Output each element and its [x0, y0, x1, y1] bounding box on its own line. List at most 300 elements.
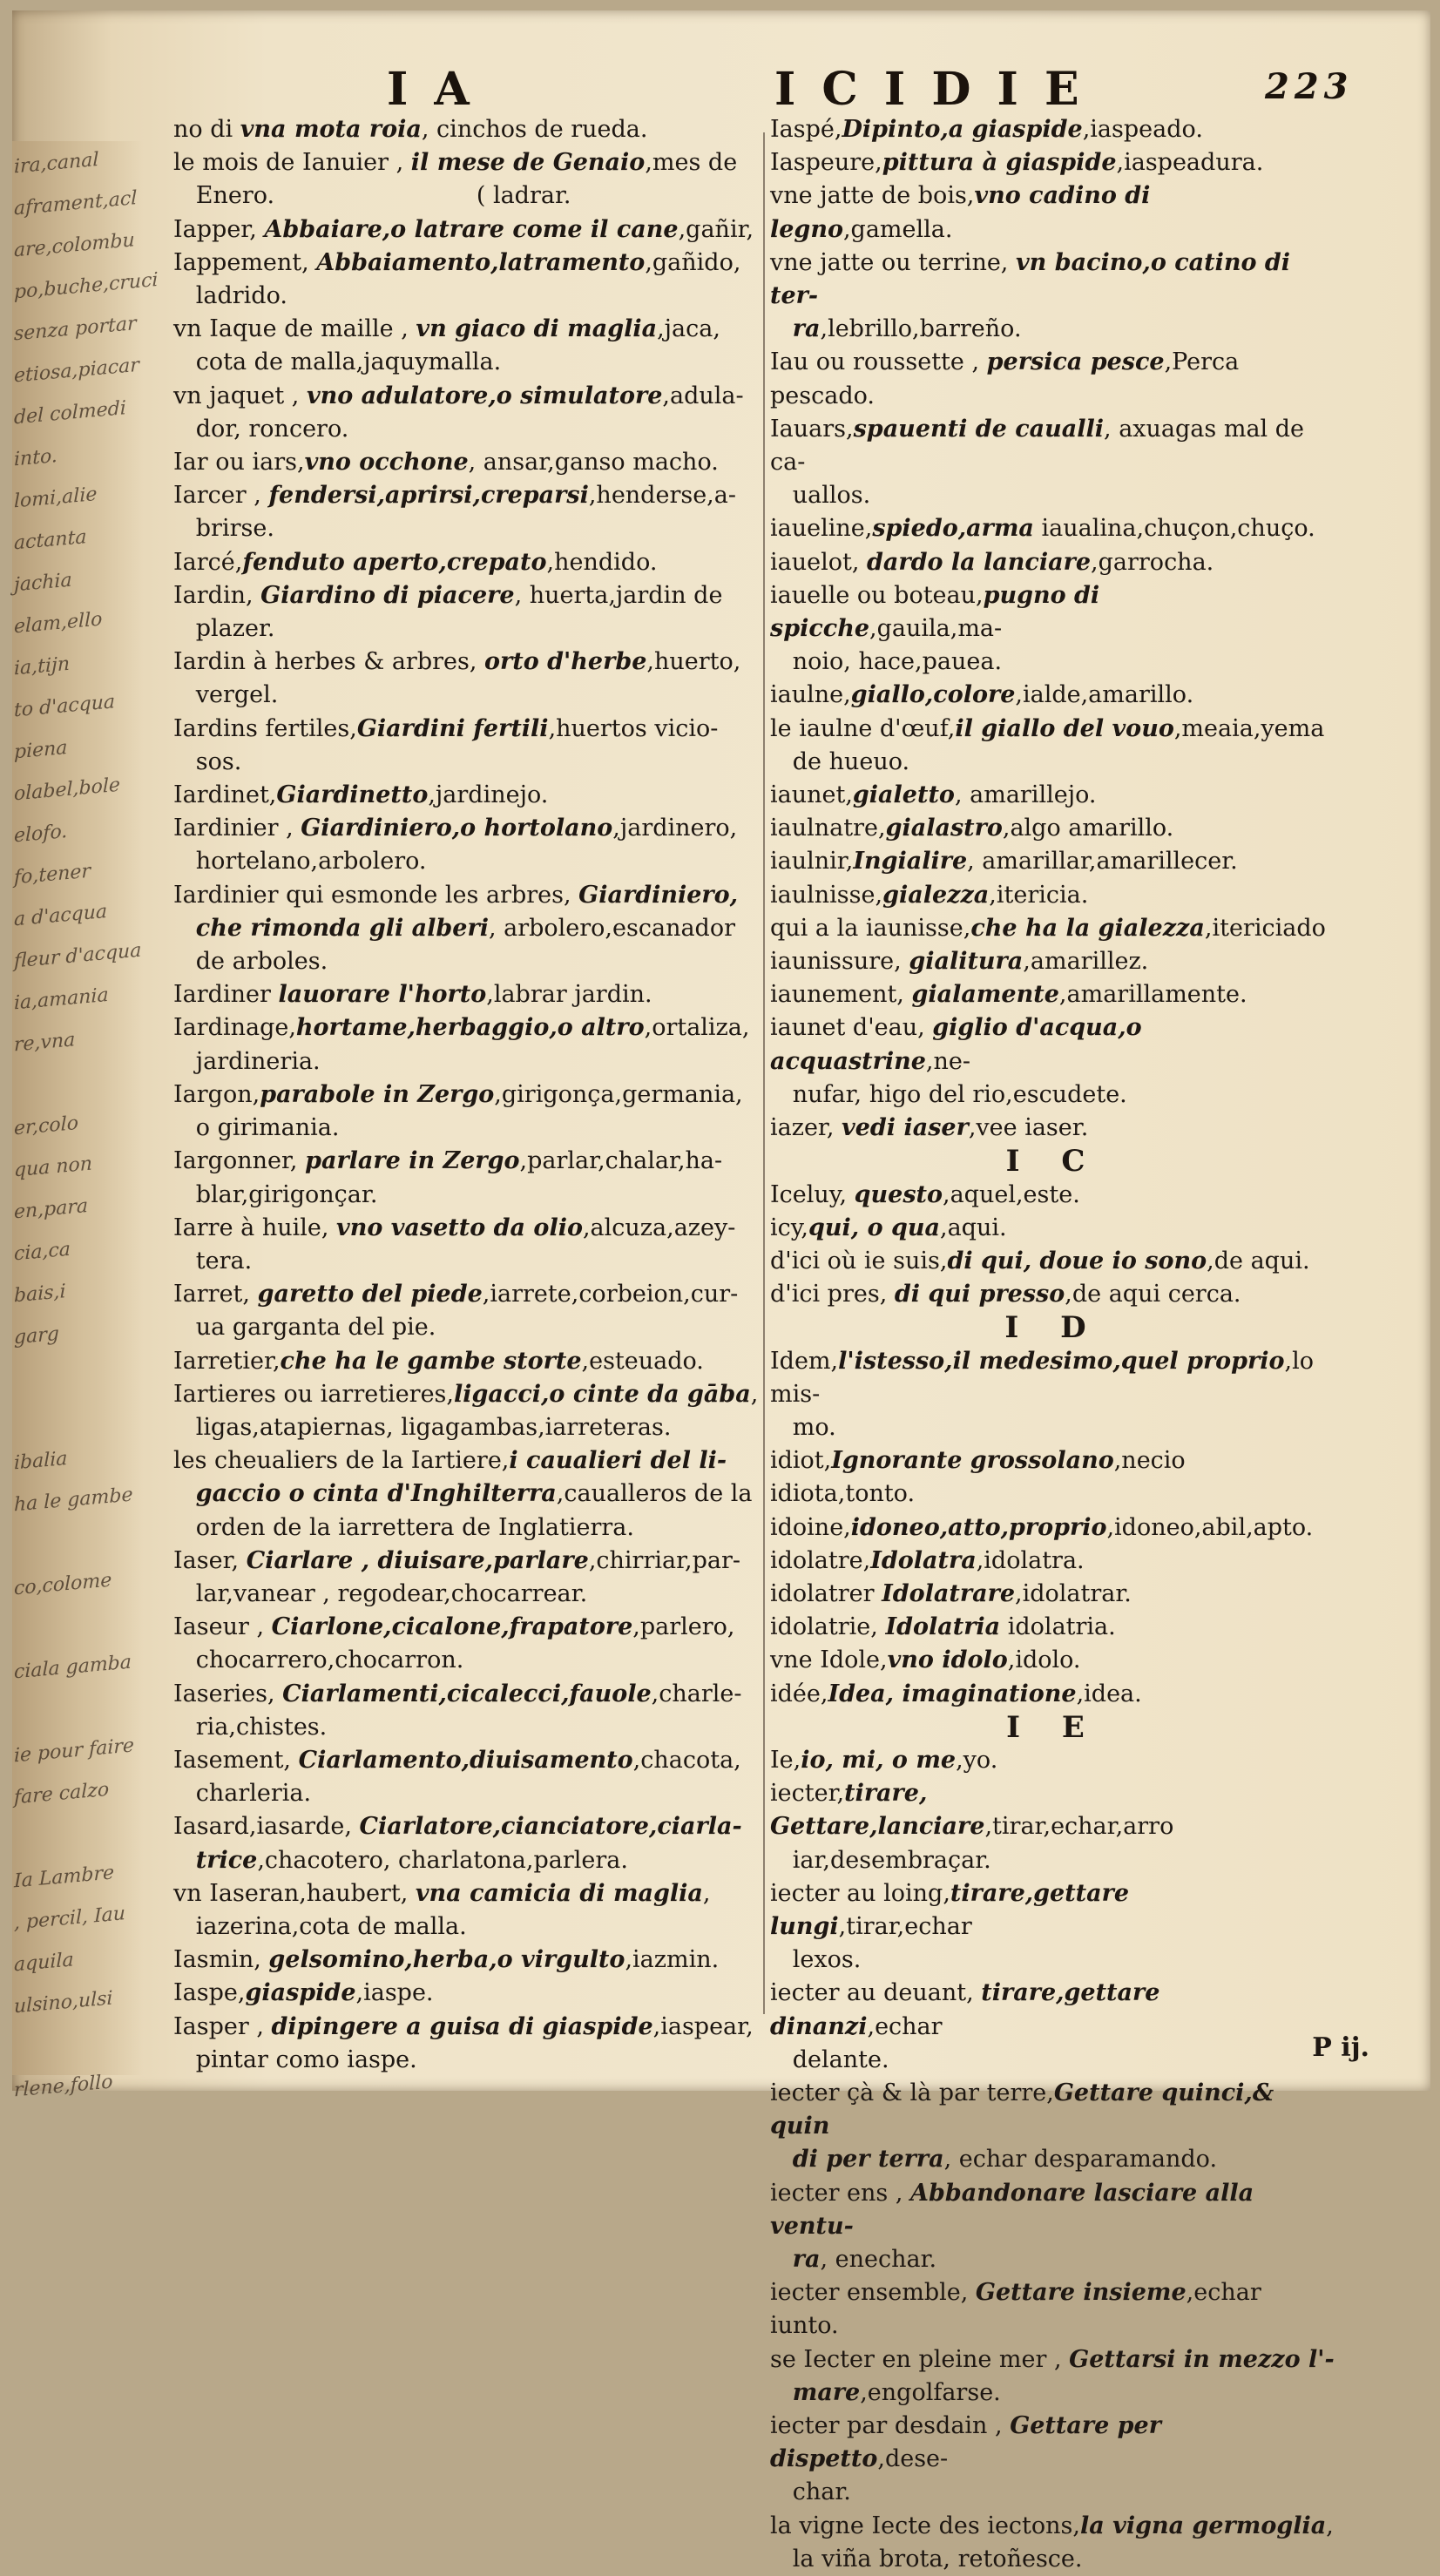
book-page [12, 10, 1430, 2573]
header-middle: I C I D I E [774, 63, 1085, 116]
dictionary-line [173, 646, 774, 679]
italian-gloss: tirare, Gettare,lanciare [770, 1780, 985, 1841]
bleed-text: co,colome [14, 1569, 112, 1600]
headword-text: se Iecter en pleine mer , [770, 2345, 1070, 2373]
headword-text: idolatrer [770, 1579, 882, 1607]
dictionary-line [770, 1011, 1336, 1078]
headword-text: iaulnatre, [770, 815, 886, 842]
headword-text: chocarrero,chocarron. [173, 1646, 464, 1674]
headword-text: iecter au loing, [770, 1879, 950, 1907]
italian-gloss: Ingialire [853, 848, 968, 876]
headword-text: iecter par desdain , [770, 2412, 1011, 2440]
right-column [770, 113, 1336, 2576]
headword-text: vne jatte de bois, [770, 182, 975, 210]
dictionary-line [770, 1744, 1336, 1777]
dictionary-line [173, 2044, 774, 2077]
bleed-text: del colmedi [14, 397, 126, 429]
headword-text: noio, hace,pauea. [770, 648, 1003, 676]
bleed-text: bais,i [14, 1281, 66, 1308]
spanish-gloss: ,esteuado. [581, 1347, 704, 1375]
dictionary-line [173, 1245, 774, 1278]
dictionary-line [173, 1444, 774, 1477]
spanish-gloss: ,gañido, [645, 248, 741, 276]
spanish-gloss: , [1326, 2512, 1334, 2539]
bleed-text: re,vna [14, 1029, 76, 1057]
bleed-text: ulsino,ulsi [14, 1987, 113, 2018]
italian-gloss: dipingere a guisa di giaspide [271, 2012, 653, 2040]
headword-text: iaulnir, [770, 848, 854, 876]
spanish-gloss: ,meaia,yema [1173, 714, 1325, 742]
dictionary-line [770, 1678, 1336, 1711]
spanish-gloss: ,engolfarse. [860, 2378, 1001, 2406]
headword-text: Iarcer , [173, 482, 269, 510]
italian-gloss: Idolatria [885, 1613, 1001, 1641]
italian-gloss: che ha la gialezza [970, 914, 1205, 942]
dictionary-line [173, 380, 774, 413]
headword-text: idée, [770, 1680, 828, 1707]
dictionary-line [770, 1977, 1336, 2043]
spanish-gloss: ,alcuza,azey- [582, 1214, 736, 1241]
headword-text: Iar ou iars, [173, 449, 305, 477]
spanish-gloss: ,parlar,chalar,ha- [519, 1147, 723, 1175]
spanish-gloss: ,dese- [877, 2445, 949, 2473]
italian-gloss: Giardini fertili [356, 714, 549, 742]
italian-gloss: spiedo,arma [872, 515, 1034, 543]
headword-text: iaunet d'eau, [770, 1014, 933, 1042]
headword-text: orden de la iarrettera de Inglatierra. [173, 1513, 634, 1541]
italian-gloss: Idolatrare [882, 1579, 1016, 1607]
italian-gloss: Ciarlatore,cianciatore,ciarla- [359, 1813, 742, 1841]
dictionary-line [173, 546, 774, 579]
headword-text: Iasard,iasarde, [173, 1813, 360, 1841]
dictionary-line [173, 1078, 774, 1112]
spanish-gloss: ,gañir, [678, 215, 754, 243]
dictionary-line [173, 1977, 774, 2010]
headword-text: iaunet, [770, 781, 853, 809]
italian-gloss: spauenti de caualli [853, 415, 1105, 443]
headword-text: pintar como iaspe. [173, 2045, 417, 2073]
dictionary-line [770, 2243, 1336, 2276]
bleed-text: ha le gambe [14, 1484, 133, 1517]
spanish-gloss: , cinchos de rueda. [421, 116, 648, 143]
italian-gloss: Ciarlone,cicalone,frapatore [271, 1613, 633, 1641]
dictionary-line [173, 1345, 774, 1378]
dictionary-line [770, 2476, 1336, 2509]
dictionary-line [173, 1411, 774, 1444]
headword-text: Iargon, [173, 1080, 260, 1108]
spanish-gloss: ,itericiado [1204, 914, 1326, 942]
italian-gloss: fenduto aperto,crepato [242, 548, 547, 576]
italian-gloss: di per terra [792, 2146, 944, 2174]
dictionary-line [173, 413, 774, 446]
bleed-text: Ia Lambre [14, 1862, 115, 1893]
spanish-gloss: ,idolatra. [976, 1546, 1085, 1574]
headword-text: lexos. [770, 1946, 862, 1974]
spanish-gloss: ,jardinero, [612, 815, 738, 842]
spanish-gloss: ,necio idiota,tonto. [770, 1447, 1193, 1508]
spanish-gloss: iaualina,chuçon,chuço. [1033, 515, 1315, 543]
bleed-text: cia,ca [14, 1238, 71, 1266]
bleed-text: actanta [14, 526, 87, 555]
headword-text: Iardiner [173, 981, 279, 1009]
dictionary-line [173, 280, 774, 313]
headword-text: Iaspe, [173, 1979, 246, 2007]
dictionary-line [173, 1179, 774, 1212]
italian-gloss: gialetto [852, 781, 955, 809]
bleed-text: aquila [14, 1949, 74, 1977]
dictionary-line [770, 679, 1336, 712]
dictionary-line [173, 446, 774, 479]
headword-text: cota de malla,jaquymalla. [173, 348, 502, 376]
italian-gloss: Abbaiamento,latramento [316, 248, 646, 276]
headword-text: iaulne, [770, 681, 851, 709]
italian-gloss: fendersi,aprirsi,creparsi [268, 482, 589, 510]
headword-text: Iarret, [173, 1281, 258, 1308]
italian-gloss: di qui presso [894, 1281, 1065, 1308]
spanish-gloss: ,echar [867, 2012, 943, 2040]
italian-gloss: Idea, imaginatione [828, 1680, 1077, 1707]
dictionary-line [173, 2011, 774, 2044]
dictionary-line [173, 313, 774, 346]
spanish-gloss: , echar desparamando. [943, 2146, 1218, 2174]
spanish-gloss: ,chacotero, charlatona,parlera. [257, 1846, 628, 1874]
spanish-gloss: ,jaca, [657, 315, 720, 343]
headword-text: Iasper , [173, 2012, 272, 2040]
italian-gloss: parlare in Zergo [305, 1147, 520, 1175]
spanish-gloss: ,huerto, [646, 648, 741, 676]
italian-gloss: i caualieri del li- [509, 1447, 727, 1475]
spanish-gloss: ,aqui. [940, 1214, 1007, 1241]
dictionary-line [173, 1744, 774, 1777]
headword-text: Iaseries, [173, 1680, 283, 1707]
bleed-text: , percil, Iau [14, 1903, 125, 1935]
headword-text: o girimania. [173, 1114, 340, 1142]
headword-text: Iardin, [173, 581, 261, 609]
bleed-text: garg [14, 1322, 59, 1349]
italian-gloss: questo [854, 1180, 943, 1208]
italian-gloss: che ha le gambe storte [280, 1347, 582, 1375]
italian-gloss: pugno di spicche [770, 581, 1108, 643]
headword-text: Iardinier , [173, 815, 301, 842]
italian-gloss: giallo,colore [850, 681, 1016, 709]
dictionary-line [770, 812, 1336, 845]
dictionary-line [770, 2377, 1336, 2410]
dictionary-line [173, 213, 774, 247]
dictionary-line [770, 1112, 1336, 1145]
spanish-gloss: ,idolo. [1007, 1646, 1081, 1674]
italian-gloss: vno vasetto da olio [336, 1214, 583, 1241]
dictionary-line [173, 812, 774, 845]
headword-text: vn Iaque de maille , [173, 315, 416, 343]
headword-text: iecter ens , [770, 2179, 911, 2207]
dictionary-line [173, 1511, 774, 1545]
italian-gloss: il giallo del vouo [955, 714, 1174, 742]
dictionary-line [770, 2143, 1336, 2176]
italian-gloss: vedi iaser [842, 1114, 969, 1142]
dictionary-line [770, 1278, 1336, 1311]
bleed-text: ciala gamba [14, 1651, 132, 1684]
spanish-gloss: ,chirriar,par- [588, 1546, 741, 1574]
italian-gloss: io, mi, o me [801, 1746, 957, 1774]
spanish-gloss: , amarillejo. [954, 781, 1097, 809]
spanish-gloss: , amarillar,amarillecer. [967, 848, 1238, 876]
headword-text: Iardins fertiles, [173, 714, 357, 742]
headword-text: ria,chistes. [173, 1713, 328, 1741]
bleed-text: qua non [14, 1153, 92, 1182]
spanish-gloss: ,parlero, [632, 1613, 735, 1641]
italian-gloss: qui, o qua [808, 1214, 940, 1241]
spanish-gloss: ,garrocha. [1091, 548, 1214, 576]
italian-gloss: vno idolo [887, 1646, 1008, 1674]
spanish-gloss: ,mes de [645, 149, 738, 177]
headword-text: iaunissure, [770, 948, 909, 976]
dictionary-line [173, 1378, 774, 1411]
bleed-text: fo,tener [14, 860, 91, 889]
italian-gloss: Ignorante grossolano [831, 1447, 1114, 1475]
spanish-gloss: ,vee iaser. [968, 1114, 1089, 1142]
headword-text: uallos. [770, 482, 871, 510]
dictionary-line [173, 1145, 774, 1178]
spanish-gloss: , ansar,ganso macho. [468, 449, 719, 477]
italian-gloss: pittura à giaspide [882, 149, 1117, 177]
dictionary-line [173, 1212, 774, 1245]
headword-text: iar,desembraçar. [770, 1846, 991, 1874]
headword-text: Iapper, [173, 215, 265, 243]
headword-text: les cheualiers de la Iartiere, [173, 1447, 510, 1475]
headword-text: no di [173, 116, 240, 143]
italian-gloss: Ciarlare , diuisare,parlare [246, 1546, 589, 1574]
headword-text: Enero. ( ladrar. [173, 182, 571, 210]
bleed-text: into. [14, 445, 57, 471]
dictionary-line [173, 1877, 774, 1910]
dictionary-line [173, 479, 774, 512]
dictionary-line [770, 1212, 1336, 1245]
facing-page-bleed [12, 141, 159, 2102]
spanish-gloss: ,aquel,este. [943, 1180, 1080, 1208]
headword-text: Iartieres ou iarretieres, [173, 1380, 454, 1408]
spanish-gloss: ,chacota, [632, 1746, 741, 1774]
headword-text: le iaulne d'œuf, [770, 714, 956, 742]
bleed-text: elam,ello [14, 608, 103, 639]
dictionary-line [770, 1545, 1336, 1578]
dictionary-line [173, 1644, 774, 1677]
headword-text: iaueline, [770, 515, 873, 543]
italian-gloss: vno adulatore,o simulatore [306, 382, 663, 409]
headword-text [770, 2379, 793, 2406]
italian-gloss: vna camicia di maglia [415, 1879, 703, 1907]
dictionary-line [173, 1112, 774, 1145]
bleed-text: po,buche,cruci [14, 268, 159, 304]
headword-text: Iaser, [173, 1546, 247, 1574]
italian-gloss: Giardiniero,o hortolano [301, 815, 613, 842]
spanish-gloss: , arbolero,escanador [488, 914, 736, 942]
spanish-gloss: ,algo amarillo. [1002, 815, 1174, 842]
bleed-text: are,colombu [14, 229, 135, 262]
headword-text: Iardinier qui esmonde les arbres, [173, 881, 579, 909]
dictionary-line [770, 746, 1336, 779]
dictionary-line [173, 346, 774, 379]
dictionary-line [770, 879, 1336, 912]
headword-text: Idem, [770, 1347, 839, 1375]
headword-text: Iardin à herbes & arbres, [173, 648, 485, 676]
dictionary-line [173, 746, 774, 779]
headword-text [173, 1480, 196, 1507]
headword-text: iaulnisse, [770, 881, 883, 909]
italian-gloss: Dipinto,a giaspide [842, 116, 1083, 143]
italian-gloss: Gettare quinci,& quin [770, 2079, 1282, 2140]
headword-text: d'ici où ie suis, [770, 1247, 948, 1274]
italian-gloss: Gettare per dispetto [770, 2412, 1170, 2473]
spanish-gloss: ,hendido. [546, 548, 658, 576]
italian-gloss: gialezza [882, 881, 990, 909]
dictionary-line [173, 1844, 774, 1877]
italian-gloss: Giardiniero, [578, 881, 739, 909]
dictionary-line [770, 1611, 1336, 1644]
spanish-gloss: ,amarillamente. [1058, 981, 1247, 1009]
spanish-gloss: ,itericia. [989, 881, 1089, 909]
bleed-text: aframent,acl [14, 187, 138, 220]
spanish-gloss: ,ialde,amarillo. [1015, 681, 1194, 709]
headword-text: iecter ensemble, [770, 2279, 976, 2307]
dictionary-line [770, 1944, 1336, 1977]
headword-text: Iappement, [173, 248, 317, 276]
italian-gloss: vno cadino di legno [770, 182, 1159, 243]
dictionary-line [770, 346, 1336, 412]
italian-gloss: garetto del piede [257, 1281, 483, 1308]
headword-text: idoine, [770, 1513, 851, 1541]
spanish-gloss: ,de aqui. [1207, 1247, 1310, 1274]
dictionary-line [770, 646, 1336, 679]
dictionary-line [770, 2543, 1336, 2576]
dictionary-line [770, 546, 1336, 579]
headword-text: ua garganta del pie. [173, 1314, 436, 1342]
headword-text: le mois de Ianuier , [173, 149, 411, 177]
headword-text: d'ici pres, [770, 1281, 895, 1308]
headword-text: iauelot, [770, 548, 868, 576]
italian-gloss: di qui, doue io sono [947, 1247, 1207, 1274]
italian-gloss: vno occhone [304, 449, 469, 477]
spanish-gloss: , axuagas mal de ca- [770, 415, 1312, 477]
dictionary-line [770, 179, 1336, 246]
dictionary-line [173, 1311, 774, 1344]
headword-text: sos. [173, 747, 242, 775]
bleed-text: rlene,follo [14, 2071, 113, 2102]
headword-text: idolatre, [770, 1546, 871, 1574]
italian-gloss: gaccio o cinta d'Inghilterra [195, 1480, 557, 1508]
dictionary-line [173, 713, 774, 746]
dictionary-line [173, 1944, 774, 1977]
dictionary-line [770, 1179, 1336, 1212]
headword-text: vn Iaseran,haubert, [173, 1879, 416, 1907]
headword-text: dor, roncero. [173, 415, 349, 443]
dictionary-line [173, 1278, 774, 1311]
dictionary-line [173, 1477, 774, 1511]
dictionary-line [770, 2276, 1336, 2343]
spanish-gloss: ,gauila,ma- [869, 615, 1003, 643]
dictionary-line [173, 512, 774, 545]
italian-gloss: la vigna germoglia [1079, 2512, 1327, 2539]
dictionary-line [770, 1777, 1336, 1843]
bleed-text: fare calzo [14, 1778, 110, 1809]
bleed-text: ia,tijn [14, 652, 71, 680]
headword-text: vn jaquet , [173, 382, 307, 409]
dictionary-line [770, 1578, 1336, 1611]
dictionary-line [770, 2510, 1336, 2543]
headword-text: blar,girigonçar. [173, 1180, 378, 1208]
dictionary-line [770, 1411, 1336, 1444]
bleed-text: jachia [14, 569, 72, 597]
header-left: I A [387, 63, 475, 116]
dictionary-line [173, 113, 774, 146]
italian-gloss: orto d'herbe [484, 648, 647, 676]
spanish-gloss: ,henderse,a- [588, 482, 736, 510]
headword-text: de arboles. [173, 948, 328, 976]
italian-gloss: gialitura [909, 948, 1024, 976]
bleed-text: senza portar [14, 313, 137, 346]
bleed-text: ia,amania [14, 984, 109, 1015]
spanish-gloss: ,caualleros de la [556, 1480, 753, 1508]
spanish-gloss: ,iaspeadura. [1116, 149, 1264, 177]
bleed-text: elofo. [14, 821, 68, 848]
dictionary-line [173, 845, 774, 878]
dictionary-line [770, 1877, 1336, 1944]
dictionary-line [770, 713, 1336, 746]
headword-text: Iceluy, [770, 1180, 855, 1208]
italian-gloss: vn bacino,o catino di ter- [770, 248, 1299, 310]
italian-gloss: vn giaco di maglia [416, 315, 658, 343]
headword-text: jardineria. [173, 1047, 321, 1075]
dictionary-line [173, 146, 774, 179]
dictionary-line [770, 912, 1336, 945]
headword-text: iecter çà & là par terre, [770, 2079, 1054, 2106]
italian-gloss: persica pesce [986, 348, 1165, 376]
italian-gloss: Ciarlamento,diuisamento [298, 1746, 633, 1774]
headword-text: vergel. [173, 681, 279, 709]
headword-text: ligas,atapiernas, ligagambas,iarreteras. [173, 1413, 672, 1441]
italian-gloss: trice [195, 1846, 258, 1874]
dictionary-line [770, 313, 1336, 346]
italian-gloss: hortame,herbaggio,o altro [295, 1014, 645, 1042]
headword-text: icy, [770, 1214, 809, 1241]
italian-gloss: Giardino di piacere [260, 581, 515, 609]
dictionary-line [173, 1910, 774, 1944]
italian-gloss: vna mota roia [240, 116, 422, 143]
dictionary-line [770, 845, 1336, 878]
bleed-text: en,para [14, 1194, 89, 1224]
bleed-text: a d'acqua [14, 901, 108, 931]
dictionary-line [770, 512, 1336, 545]
headword-text: vne Idole, [770, 1646, 888, 1674]
headword-text [173, 915, 196, 942]
headword-text: qui a la iaunisse, [770, 914, 971, 942]
dictionary-line [770, 2410, 1336, 2476]
headword-text: delante. [770, 2045, 889, 2073]
headword-text: iecter au deuant, [770, 1979, 982, 2007]
spanish-gloss: ,idoneo,abil,apto. [1106, 1513, 1314, 1541]
italian-gloss: ra [792, 2246, 821, 2273]
dictionary-line [770, 1345, 1336, 1411]
headword-text: Iaspé, [770, 116, 842, 143]
headword-text: Ie, [770, 1746, 801, 1774]
headword-text: brirse. [173, 515, 274, 543]
spanish-gloss: ,echar iunto. [770, 2279, 1269, 2340]
headword-text: charleria. [173, 1780, 312, 1808]
headword-text: iaunement, [770, 981, 912, 1009]
dictionary-line [173, 978, 774, 1011]
headword-text: Iasmin, [173, 1946, 269, 1974]
dictionary-line [173, 247, 774, 280]
spanish-gloss: ,iaspeado. [1082, 116, 1203, 143]
